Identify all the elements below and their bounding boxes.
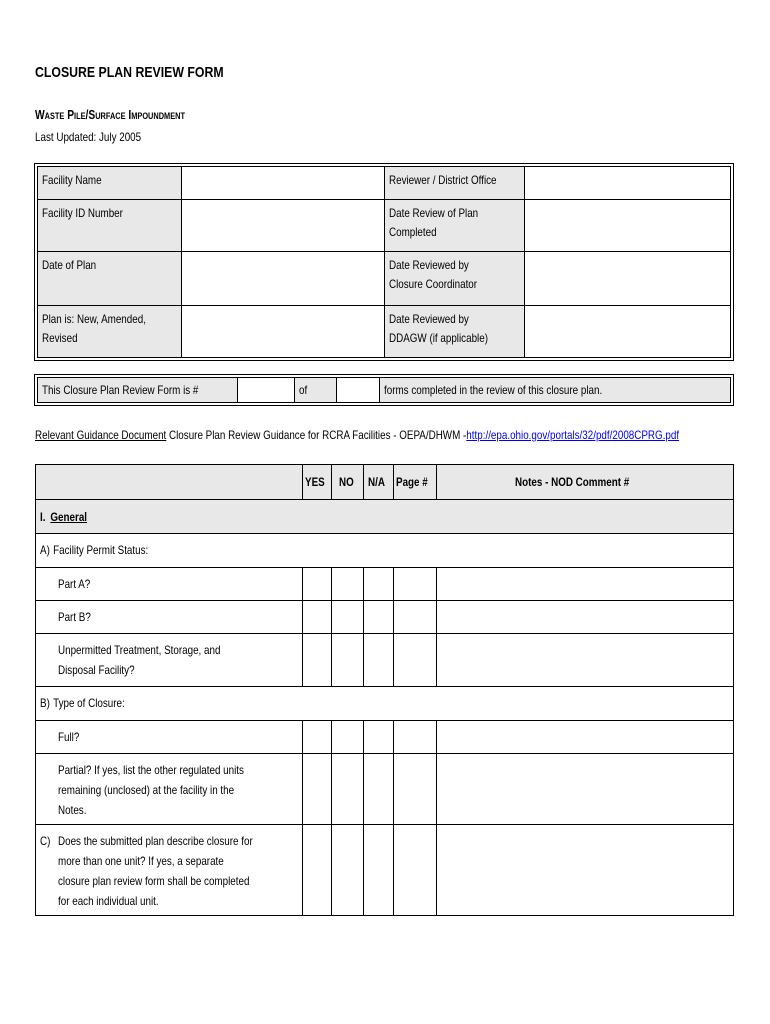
guidance-line [35,428,770,442]
facility-name-field[interactable] [182,167,385,200]
notes-cell[interactable] [437,601,734,634]
part-a-question: Part A? [36,568,303,601]
date-closure-coordinator-field[interactable] [525,252,731,306]
form-subtitle: Waste Pile/Surface Impoundment [35,108,185,122]
form-total-field[interactable] [336,378,379,403]
guidance-text: Closure Plan Review Guidance for RCRA Facilities - OEPA/DHWM - [166,428,467,442]
page-cell[interactable] [394,568,437,601]
notes-cell[interactable] [437,634,734,687]
notes-header: Notes - NOD Comment # [437,465,734,500]
table-row [36,825,734,916]
date-of-plan-field[interactable] [182,252,385,306]
partial-closure-question: Partial? If yes, list the other regulated units remaining (unclosed) at the facility in the Notes. [36,754,303,825]
table-row [36,568,734,601]
page-cell[interactable] [394,634,437,687]
yes-cell[interactable] [303,825,332,916]
yes-cell[interactable] [303,568,332,601]
part-b-question: Part B? [36,601,303,634]
na-cell[interactable] [364,634,394,687]
no-cell[interactable] [332,568,364,601]
yes-cell[interactable] [303,601,332,634]
na-header: N/A [364,465,394,500]
notes-cell[interactable] [437,825,734,916]
forms-completed-label: forms completed in the review of this closure plan. [379,378,730,403]
question-c-cell [36,825,303,916]
yes-cell[interactable] [303,754,332,825]
date-ddagw-field[interactable] [525,306,731,358]
date-review-completed-field[interactable] [525,200,731,252]
table-row [36,601,734,634]
no-header: NO [332,465,364,500]
no-cell[interactable] [332,754,364,825]
page-title: CLOSURE PLAN REVIEW FORM [35,64,224,81]
na-cell[interactable] [364,601,394,634]
page-cell[interactable] [394,754,437,825]
form-number-field[interactable] [237,378,294,403]
page-cell[interactable] [394,721,437,754]
guidance-link[interactable]: http://epa.ohio.gov/portals/32/pdf/2008CPRG.pdf [466,428,680,442]
yes-cell[interactable] [303,721,332,754]
yes-header: YES [303,465,332,500]
table-row [36,754,734,825]
page-header: Page # [394,465,437,500]
plan-type-field[interactable] [182,306,385,358]
yes-cell[interactable] [303,634,332,687]
form-count-row [34,374,734,406]
no-cell[interactable] [332,634,364,687]
review-checklist-table [35,464,734,916]
no-cell[interactable] [332,721,364,754]
of-label: of [294,378,336,403]
reviewer-field[interactable] [525,167,731,200]
question-header [36,465,303,500]
facility-name-label: Facility Name [38,167,182,200]
no-cell[interactable] [332,825,364,916]
reviewer-label: Reviewer / District Office [385,167,525,200]
facility-id-field[interactable] [182,200,385,252]
facility-id-label: Facility ID Number [38,200,182,252]
question-b-row: B) Type of Closure: [36,687,734,721]
table-row [36,634,734,687]
question-c-text: Does the submitted plan describe closure for more than one unit? If yes, a separate closure plan review form shall be completed for each individual unit. [58,834,253,908]
unpermitted-facility-question: Unpermitted Treatment, Storage, and Disposal Facility? [36,634,303,687]
no-cell[interactable] [332,601,364,634]
notes-cell[interactable] [437,721,734,754]
date-of-plan-label: Date of Plan [38,252,182,306]
form-number-label: This Closure Plan Review Form is # [38,378,238,403]
question-a-row: A) Facility Permit Status: [36,534,734,568]
date-closure-coordinator-label: Date Reviewed by Closure Coordinator [385,252,525,306]
question-c-letter: C) [40,834,51,848]
notes-cell[interactable] [437,568,734,601]
notes-cell[interactable] [437,754,734,825]
page-cell[interactable] [394,825,437,916]
page-cell[interactable] [394,601,437,634]
na-cell[interactable] [364,721,394,754]
date-review-completed-label: Date Review of Plan Completed [385,200,525,252]
last-updated-text: Last Updated: July 2005 [35,130,142,144]
na-cell[interactable] [364,825,394,916]
date-ddagw-label: Date Reviewed by DDAGW (if applicable) [385,306,525,358]
table-row [36,721,734,754]
na-cell[interactable] [364,754,394,825]
section-general-row: I. General [36,500,734,534]
plan-type-label: Plan is: New, Amended, Revised [38,306,182,358]
na-cell[interactable] [364,568,394,601]
full-closure-question: Full? [36,721,303,754]
facility-info-table [34,163,734,361]
guidance-label: Relevant Guidance Document [35,428,167,442]
